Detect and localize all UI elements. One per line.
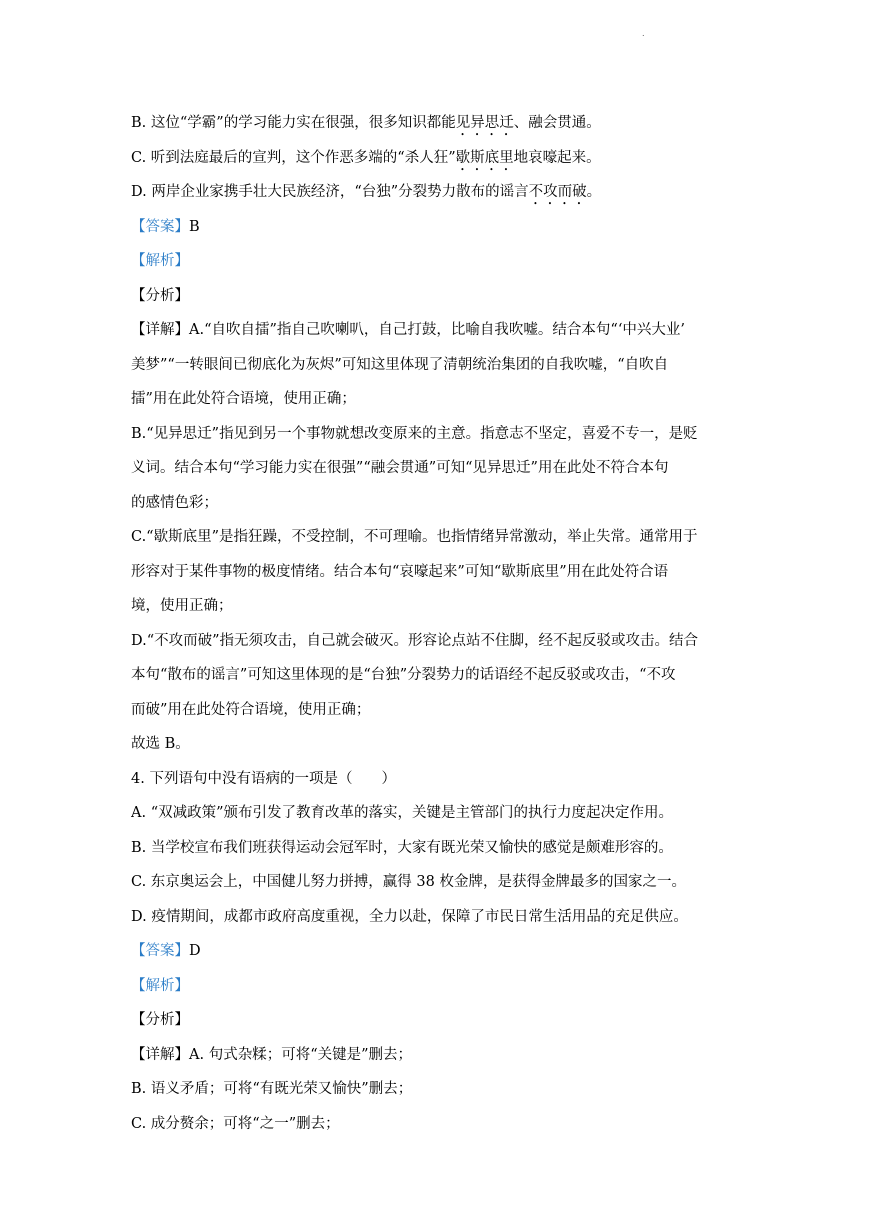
q4-option-a: A. “双减政策”颁布引发了教育改革的落实，关键是主管部门的执行力度起决定作用。 [131, 805, 674, 821]
emphasized-phrase: 不攻而破 [528, 184, 587, 200]
header-mark: . [642, 29, 645, 38]
q4-answer [131, 934, 741, 969]
q3-choose: 故选 B。 [131, 736, 190, 752]
document-body [131, 106, 741, 1141]
q3-detail-d1: D.“不攻而破”指无须攻击，自己就会破灭。形容论点站不住脚，经不起反驳或攻击。结合 [131, 632, 699, 649]
q3-jiexi-tag: 【解析】 [131, 253, 189, 269]
q3-detail-a3: 擂”用在此处符合语境，使用正确； [131, 391, 356, 407]
q4-detail-a: 【详解】A. 句式杂糅；可将“关键是”删去； [131, 1046, 413, 1063]
answer-value: D [189, 943, 201, 959]
q4-jiexi-tag: 【解析】 [131, 977, 189, 994]
q4-fenxi-tag: 【分析】 [131, 1012, 189, 1028]
q3-detail-b3: 的感情色彩； [131, 494, 218, 511]
answer-tag: 【答案】 [131, 943, 189, 959]
q3-fenxi-tag: 【分析】 [131, 287, 189, 304]
q3-detail-d3: 而破”用在此处符合语境，使用正确； [131, 701, 371, 718]
q3-answer [131, 210, 741, 245]
q4-option-b: B. 当学校宣布我们班获得运动会冠军时，大家有既光荣又愉快的感觉是颇难形容的。 [131, 839, 673, 856]
q4-option-c: C. 东京奥运会上，中国健儿努力拼搏，赢得 38 枚金牌，是获得金牌最多的国家之一。 [131, 874, 686, 890]
q4-detail-b: B. 语义矛盾；可将“有既光荣又愉快”删去； [131, 1081, 413, 1097]
q3-detail-c1: C.“歇斯底里”是指狂躁，不受控制，不可理喻。也指情绪异常激动，举止失常。通常用于 [131, 529, 698, 545]
q3-option-c: C. 听到法庭最后的宣判，这个作恶多端的“杀人狂”歇斯底里地哀嚎起来。 [131, 149, 601, 166]
emphasized-phrase: 歇斯底里 [455, 149, 514, 166]
q3-option-d: D. 两岸企业家携手壮大民族经济，“台独”分裂势力散布的谣言不攻而破。 [131, 184, 602, 200]
detail-tag: 【详解】 [131, 322, 189, 338]
q4-stem: 4. 下列语句中没有语病的一项是（ ） [131, 770, 396, 787]
q3-detail-c3: 境，使用正确； [131, 598, 233, 614]
q3-option-b: B. 这位“学霸”的学习能力实在很强，很多知识都能见异思迁、融会贯通。 [131, 115, 601, 131]
detail-tag: 【详解】 [131, 1046, 189, 1063]
q3-detail-d2: 本句“散布的谣言”可知这里体现的是“台独”分裂势力的话语经不起反驳或攻击，“不攻 [131, 667, 676, 683]
q3-detail-a1: 【详解】A.“自吹自擂”指自己吹喇叭，自己打鼓，比喻自我吹嘘。结合本句“‘中兴大业’ [131, 322, 686, 338]
answer-value: B [189, 218, 200, 235]
emphasized-phrase: 见异思迁 [455, 115, 514, 131]
q3-detail-a2: 美梦”“一转眼间已彻底化为灰烬”可知这里体现了清朝统治集团的自我吹嘘，“自吹自 [131, 356, 669, 373]
q3-detail-c2: 形容对于某件事物的极度情绪。结合本句“哀嚎起来”可知“歇斯底里”用在此处符合语 [131, 563, 669, 580]
answer-tag: 【答案】 [131, 218, 189, 235]
q4-option-d: D. 疫情期间，成都市政府高度重视，全力以赴，保障了市民日常生活用品的充足供应。 [131, 908, 688, 925]
q3-detail-b2: 义词。结合本句“学习能力实在很强”“融会贯通”可知“见异思迁”用在此处不符合本句 [131, 460, 669, 476]
q4-detail-c: C. 成分赘余；可将“之一”删去； [131, 1115, 340, 1132]
q3-detail-b1: B.“见异思迁”指见到另一个事物就想改变原来的主意。指意志不坚定，喜爱不专一，是贬 [131, 425, 698, 442]
